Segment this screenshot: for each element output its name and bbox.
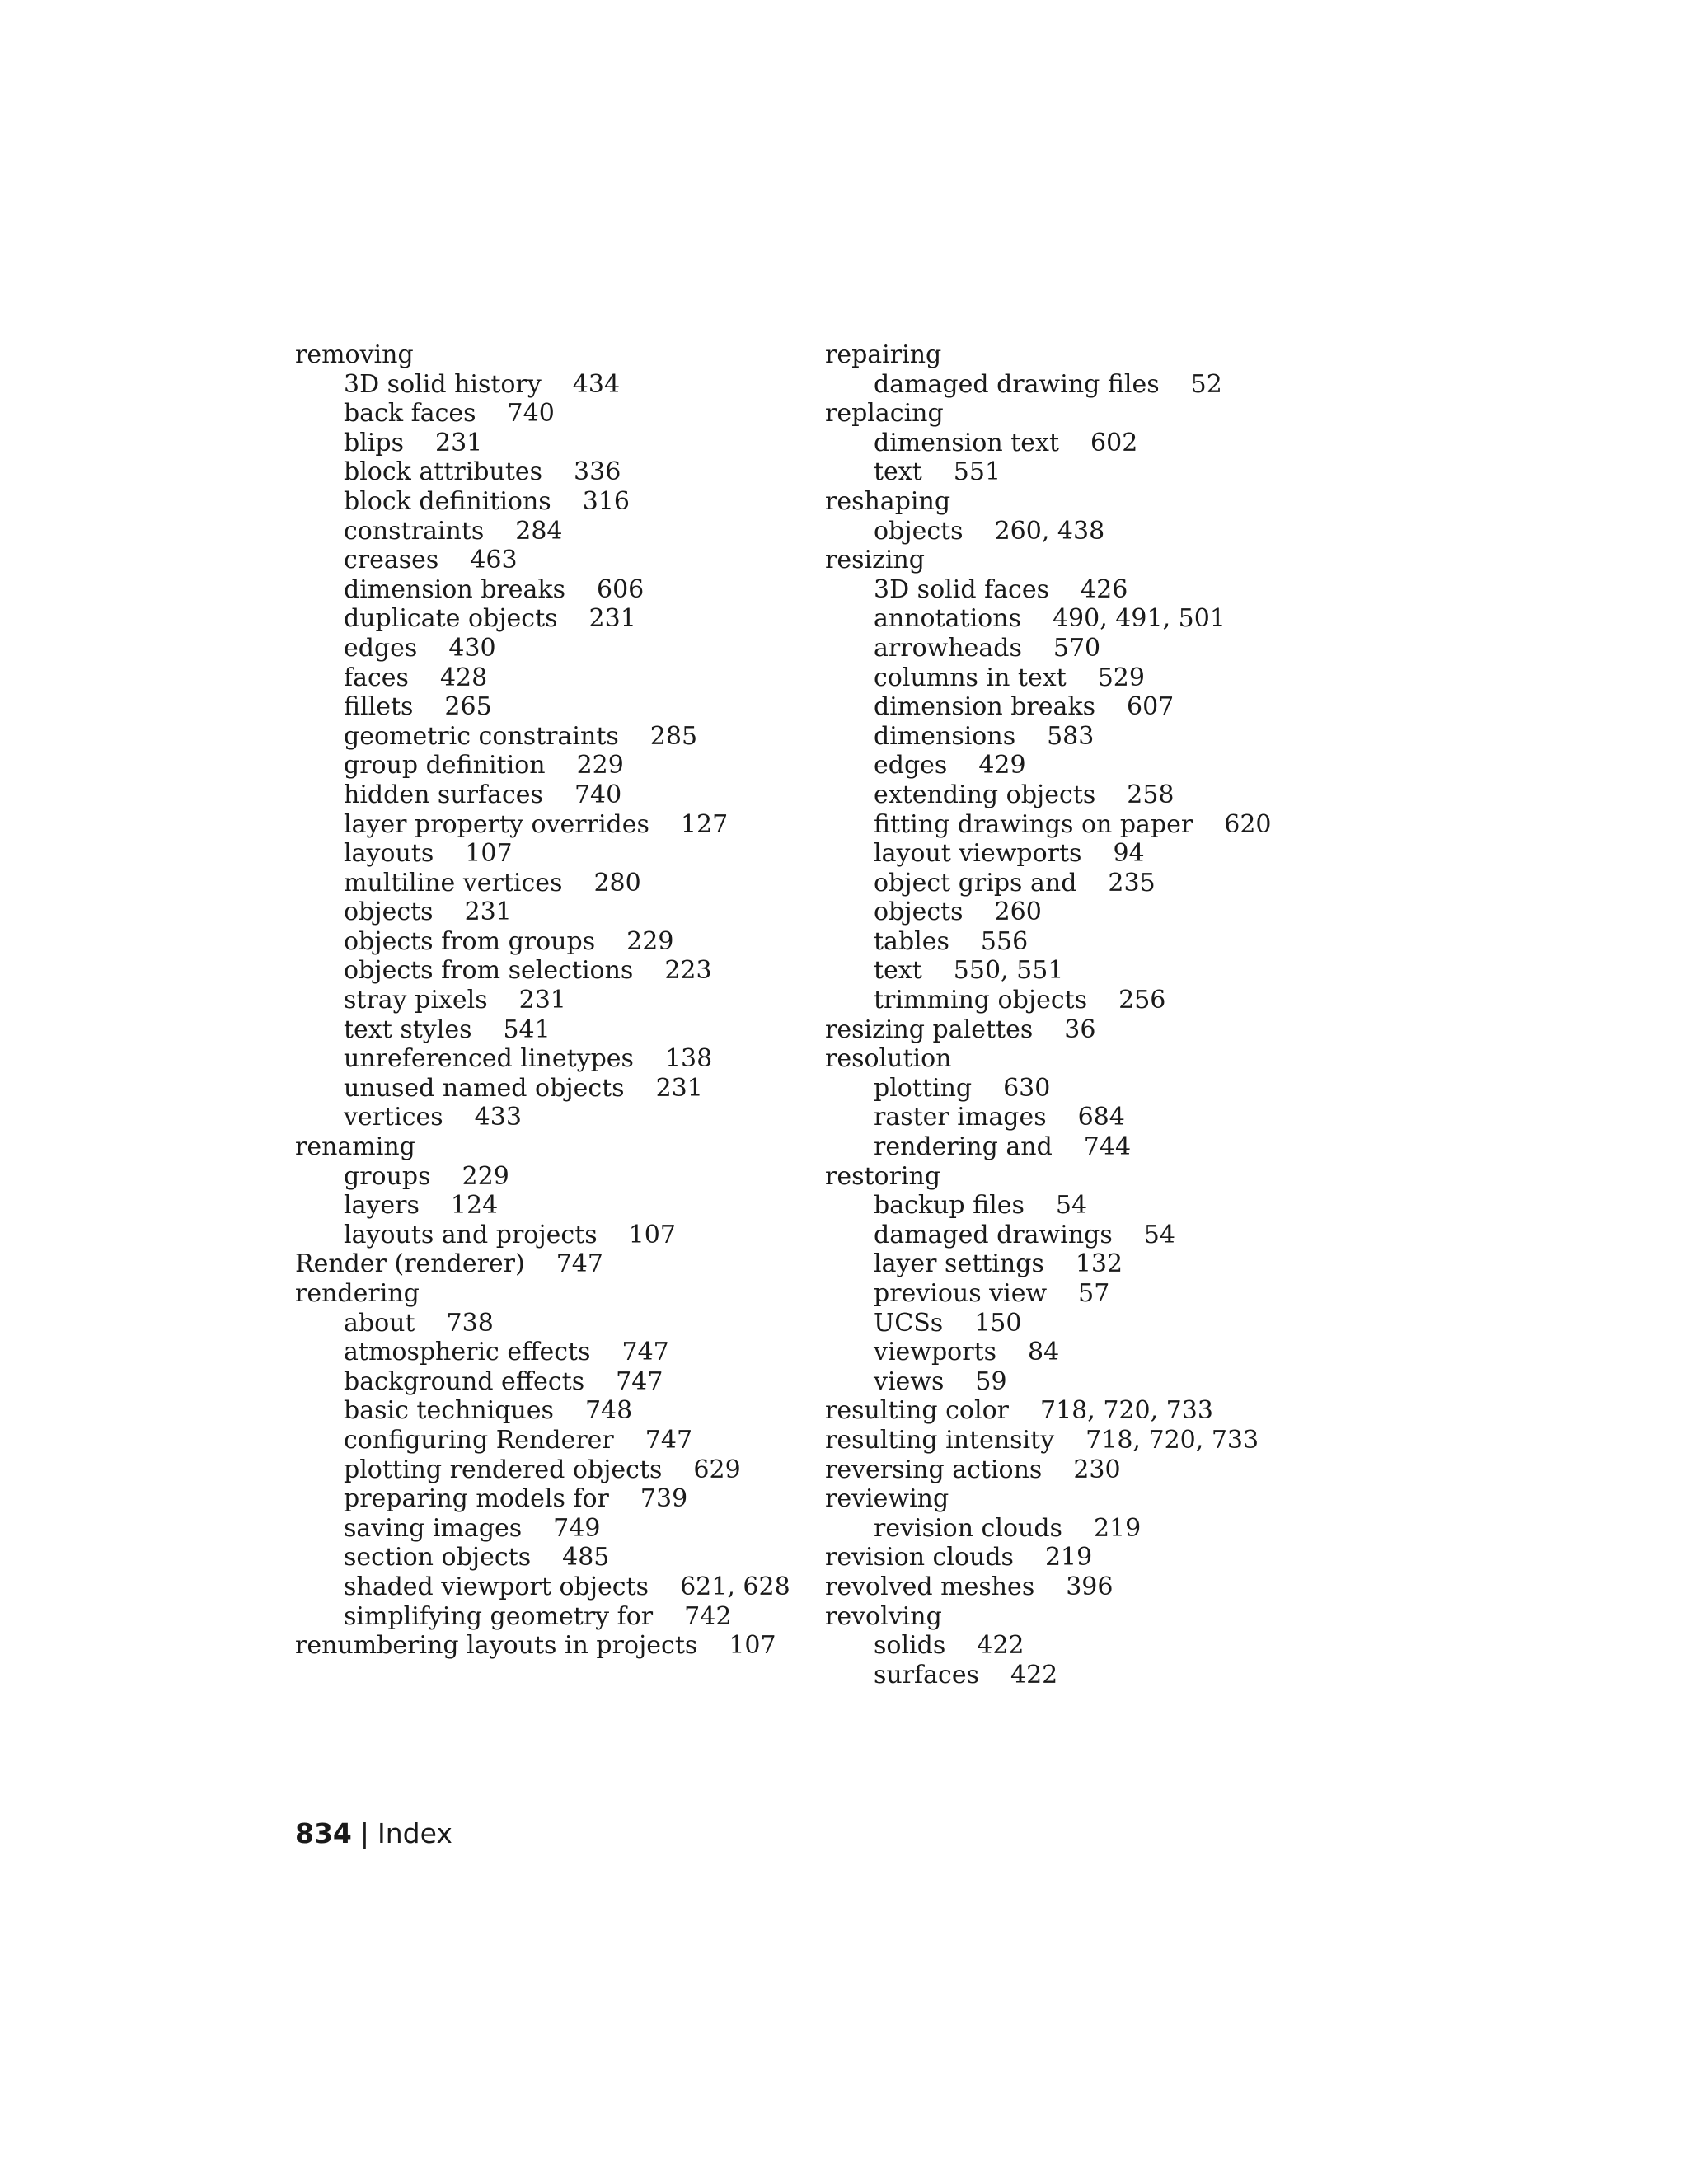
index-term: vertices	[344, 1103, 443, 1132]
index-page-refs: 285	[649, 721, 698, 751]
index-term: objects	[344, 898, 434, 927]
index-term: raster images	[874, 1103, 1047, 1132]
index-term: revolving	[825, 1601, 942, 1631]
index-subentry	[825, 1367, 1272, 1397]
index-page-refs: 396	[1066, 1572, 1114, 1601]
index-term: fillets	[344, 692, 414, 722]
index-subentry	[825, 927, 1272, 957]
index-page-refs: 742	[684, 1601, 732, 1631]
index-subentry	[295, 399, 790, 429]
index-page-refs: 316	[582, 486, 630, 516]
index-term: block attributes	[344, 457, 543, 487]
index-subentry	[295, 839, 790, 869]
index-page-refs: 738	[446, 1308, 494, 1338]
index-subentry	[825, 751, 1272, 780]
index-page-refs: 630	[1003, 1073, 1051, 1103]
index-page-refs: 36	[1064, 1015, 1096, 1044]
index-page-refs: 620	[1224, 809, 1272, 839]
index-term: unreferenced linetypes	[344, 1044, 634, 1074]
index-entry	[825, 487, 1272, 517]
index-term: solids	[874, 1631, 946, 1661]
index-term: dimension breaks	[344, 574, 565, 604]
index-page-refs: 684	[1077, 1103, 1125, 1132]
index-column-right	[825, 340, 1272, 1690]
index-entry	[825, 399, 1272, 429]
index-term: damaged drawing files	[874, 369, 1160, 399]
index-page-refs: 235	[1108, 868, 1156, 898]
index-term: basic techniques	[344, 1396, 554, 1426]
index-term: text	[874, 457, 922, 487]
page-number: 834	[295, 1817, 352, 1849]
index-term: revolved meshes	[825, 1572, 1035, 1601]
index-term: surfaces	[874, 1660, 979, 1690]
index-page-refs: 260	[994, 898, 1042, 927]
index-subentry	[295, 663, 790, 693]
index-subentry	[825, 692, 1272, 722]
index-subentry	[295, 898, 790, 927]
index-term: objects from selections	[344, 956, 634, 986]
index-term: stray pixels	[344, 986, 488, 1015]
index-page-refs: 229	[626, 926, 674, 956]
index-term: atmospheric effects	[344, 1338, 591, 1367]
index-page-refs: 127	[680, 809, 729, 839]
index-subentry	[825, 1191, 1272, 1221]
index-term: saving images	[344, 1513, 523, 1543]
index-term: UCSs	[874, 1308, 944, 1338]
index-term: configuring Renderer	[344, 1425, 614, 1455]
index-entry	[825, 340, 1272, 370]
index-page-refs: 433	[474, 1103, 522, 1132]
index-page-refs: 132	[1075, 1249, 1123, 1279]
index-entry	[825, 1543, 1272, 1572]
index-term: section objects	[344, 1543, 532, 1572]
index-page-refs: 231	[588, 604, 636, 634]
index-subentry	[295, 634, 790, 663]
index-term: text styles	[344, 1015, 472, 1044]
index-subentry	[825, 898, 1272, 927]
index-page-refs: 744	[1083, 1132, 1132, 1162]
footer-section-title: Index	[377, 1817, 452, 1849]
index-page-refs: 430	[448, 633, 496, 663]
index-page-refs: 231	[435, 428, 483, 457]
index-term: back faces	[344, 399, 476, 429]
index-subentry	[295, 1514, 790, 1544]
index-term: annotations	[874, 604, 1021, 634]
index-page-refs: 284	[515, 516, 563, 546]
index-page-refs: 223	[664, 956, 712, 986]
index-column-left	[295, 340, 790, 1661]
index-term: damaged drawings	[874, 1220, 1113, 1249]
index-subentry	[825, 457, 1272, 487]
index-subentry	[295, 1484, 790, 1514]
index-page-refs: 739	[640, 1484, 688, 1514]
index-entry	[825, 546, 1272, 575]
index-subentry	[825, 1132, 1272, 1162]
index-subentry	[825, 956, 1272, 986]
index-term: layouts and projects	[344, 1220, 598, 1249]
index-subentry	[295, 1367, 790, 1397]
index-subentry	[825, 1631, 1272, 1661]
index-term: 3D solid history	[344, 369, 542, 399]
index-entry	[295, 1279, 790, 1309]
index-page-refs: 124	[450, 1191, 499, 1221]
index-term: Render (renderer)	[295, 1249, 525, 1279]
index-subentry	[295, 692, 790, 722]
index-subentry	[295, 1396, 790, 1426]
index-term: layers	[344, 1191, 420, 1221]
index-page-refs: 607	[1127, 692, 1175, 722]
index-term: block definitions	[344, 486, 551, 516]
index-page-refs: 229	[576, 751, 624, 780]
index-page-refs: 747	[621, 1338, 669, 1367]
index-term: duplicate objects	[344, 604, 558, 634]
index-subentry	[825, 986, 1272, 1015]
index-subentry	[825, 1309, 1272, 1338]
index-entry	[825, 1162, 1272, 1192]
index-subentry	[295, 1015, 790, 1045]
index-term: objects	[874, 516, 964, 546]
index-page-refs: 54	[1143, 1220, 1175, 1249]
index-page-refs: 606	[597, 574, 645, 604]
index-term: layer settings	[874, 1249, 1044, 1279]
index-subentry	[825, 810, 1272, 840]
index-page-refs: 336	[574, 457, 621, 487]
index-entry	[825, 1426, 1272, 1455]
index-subentry	[825, 780, 1272, 810]
index-term: about	[344, 1308, 415, 1338]
index-subentry	[295, 604, 790, 634]
index-subentry	[295, 1221, 790, 1250]
index-page-refs: 541	[503, 1015, 551, 1044]
index-page-refs: 229	[462, 1161, 509, 1191]
index-term: dimension breaks	[874, 692, 1095, 722]
index-page-refs: 740	[507, 399, 555, 429]
index-page-refs: 265	[444, 692, 492, 722]
index-subentry	[825, 1249, 1272, 1279]
index-subentry	[295, 546, 790, 575]
index-page-refs: 219	[1093, 1513, 1142, 1543]
index-page-refs: 256	[1118, 986, 1166, 1015]
index-page-refs: 230	[1073, 1455, 1121, 1484]
index-subentry	[825, 604, 1272, 634]
index-page-refs: 260, 438	[994, 516, 1105, 546]
index-subentry	[295, 1338, 790, 1367]
index-page-refs: 629	[693, 1455, 741, 1484]
index-page-refs: 718, 720, 733	[1039, 1396, 1213, 1426]
index-term: multiline vertices	[344, 868, 563, 898]
index-term: 3D solid faces	[874, 574, 1050, 604]
index-term: objects from groups	[344, 926, 596, 956]
index-page-refs: 747	[645, 1425, 693, 1455]
index-term: constraints	[344, 516, 485, 546]
index-page-refs: 219	[1044, 1543, 1093, 1572]
index-page-refs: 107	[628, 1220, 676, 1249]
index-page-refs: 621, 628	[680, 1572, 790, 1601]
index-page-refs: 550, 551	[953, 956, 1064, 986]
index-page-refs: 747	[616, 1366, 663, 1396]
index-page-refs: 59	[975, 1366, 1007, 1396]
index-term: groups	[344, 1161, 431, 1191]
index-term: resizing	[825, 546, 926, 575]
index-term: preparing models for	[344, 1484, 609, 1514]
index-subentry	[825, 722, 1272, 752]
index-subentry	[825, 370, 1272, 400]
index-term: resizing palettes	[825, 1015, 1034, 1044]
index-subentry	[825, 575, 1272, 605]
index-entry	[295, 1631, 790, 1661]
index-subentry	[825, 634, 1272, 663]
index-entry	[825, 1602, 1272, 1632]
index-page-refs: 556	[980, 926, 1029, 956]
index-subentry	[295, 1162, 790, 1192]
index-page-refs: 602	[1090, 428, 1138, 457]
index-page-refs: 426	[1081, 574, 1128, 604]
index-subentry	[295, 429, 790, 458]
index-page-refs: 258	[1127, 780, 1175, 809]
index-term: rendering	[295, 1279, 420, 1308]
index-entry	[825, 1015, 1272, 1045]
index-term: repairing	[825, 340, 942, 369]
index-term: resulting intensity	[825, 1425, 1055, 1455]
index-term: group definition	[344, 751, 546, 780]
index-term: revision clouds	[874, 1513, 1062, 1543]
index-page-refs: 434	[572, 369, 621, 399]
index-term: reviewing	[825, 1484, 950, 1514]
index-page-refs: 150	[974, 1308, 1022, 1338]
index-entry	[825, 1484, 1272, 1514]
index-term: backup files	[874, 1191, 1025, 1221]
index-subentry	[825, 429, 1272, 458]
index-term: replacing	[825, 399, 944, 429]
index-term: creases	[344, 546, 439, 575]
index-entry	[295, 1132, 790, 1162]
index-entry	[825, 1572, 1272, 1602]
index-subentry	[825, 839, 1272, 869]
index-page-refs: 231	[464, 898, 512, 927]
index-term: text	[874, 956, 922, 986]
index-term: renumbering layouts in projects	[295, 1631, 698, 1661]
index-subentry	[295, 810, 790, 840]
index-subentry	[825, 1661, 1272, 1690]
index-page-refs: 280	[593, 868, 641, 898]
index-page-refs: 107	[465, 839, 513, 869]
index-subentry	[295, 1543, 790, 1572]
index-page-refs: 84	[1028, 1338, 1060, 1367]
index-page-refs: 570	[1053, 633, 1101, 663]
index-page-refs: 52	[1190, 369, 1222, 399]
index-subentry	[295, 457, 790, 487]
index-page-refs: 428	[439, 663, 488, 692]
index-term: trimming objects	[874, 986, 1088, 1015]
index-term: views	[874, 1366, 945, 1396]
index-subentry	[295, 722, 790, 752]
index-term: background effects	[344, 1366, 585, 1396]
index-term: plotting	[874, 1073, 973, 1103]
index-subentry	[295, 780, 790, 810]
index-page-refs: 529	[1097, 663, 1145, 692]
index-subentry	[295, 1426, 790, 1455]
index-term: blips	[344, 428, 404, 457]
index-subentry	[295, 1602, 790, 1632]
index-term: dimension text	[874, 428, 1060, 457]
index-page-refs: 747	[556, 1249, 603, 1279]
index-term: edges	[874, 751, 948, 780]
index-page-refs: 107	[729, 1631, 776, 1661]
index-page-refs: 231	[655, 1073, 703, 1103]
page-footer	[295, 1817, 452, 1850]
index-entry	[825, 1044, 1272, 1074]
index-term: simplifying geometry for	[344, 1601, 654, 1631]
index-page-refs: 57	[1078, 1279, 1110, 1308]
index-subentry	[295, 927, 790, 957]
index-term: rendering and	[874, 1132, 1053, 1162]
index-term: unused named objects	[344, 1073, 625, 1103]
index-page-refs: 422	[1010, 1660, 1058, 1690]
index-subentry	[295, 1191, 790, 1221]
index-page-refs: 54	[1055, 1191, 1088, 1221]
index-term: plotting rendered objects	[344, 1455, 663, 1484]
index-term: layout viewports	[874, 839, 1082, 869]
index-page-refs: 748	[584, 1396, 633, 1426]
index-subentry	[295, 986, 790, 1015]
index-page-refs: 740	[574, 780, 622, 809]
index-subentry	[295, 956, 790, 986]
index-subentry	[825, 517, 1272, 546]
index-subentry	[295, 751, 790, 780]
index-term: extending objects	[874, 780, 1096, 809]
index-subentry	[295, 1103, 790, 1132]
index-term: columns in text	[874, 663, 1067, 692]
index-subentry	[295, 575, 790, 605]
index-page-refs: 429	[978, 751, 1026, 780]
index-subentry	[825, 1514, 1272, 1544]
index-page-refs: 138	[664, 1044, 713, 1074]
index-term: dimensions	[874, 721, 1016, 751]
index-term: removing	[295, 340, 414, 369]
index-term: object grips and	[874, 868, 1077, 898]
index-page-refs: 551	[953, 457, 1001, 487]
index-entry	[825, 1396, 1272, 1426]
index-page-refs: 718, 720, 733	[1085, 1425, 1259, 1455]
index-term: renaming	[295, 1132, 415, 1162]
index-subentry	[825, 869, 1272, 898]
index-term: faces	[344, 663, 409, 692]
index-subentry	[825, 1338, 1272, 1367]
index-term: revision clouds	[825, 1543, 1014, 1572]
index-subentry	[295, 1455, 790, 1485]
index-subentry	[825, 1074, 1272, 1104]
index-term: viewports	[874, 1338, 997, 1367]
index-page-refs: 94	[1113, 839, 1145, 869]
index-subentry	[295, 1572, 790, 1602]
index-term: fitting drawings on paper	[874, 809, 1193, 839]
index-subentry	[825, 663, 1272, 693]
index-subentry	[825, 1103, 1272, 1132]
index-entry	[825, 1455, 1272, 1485]
index-page-refs: 231	[518, 986, 566, 1015]
index-subentry	[295, 517, 790, 546]
index-term: edges	[344, 633, 418, 663]
index-subentry	[295, 370, 790, 400]
index-term: reshaping	[825, 486, 951, 516]
index-term: layer property overrides	[344, 809, 649, 839]
index-term: tables	[874, 926, 950, 956]
index-term: restoring	[825, 1161, 941, 1191]
index-term: objects	[874, 898, 964, 927]
footer-separator: |	[359, 1817, 370, 1849]
index-page-refs: 490, 491, 501	[1052, 604, 1226, 634]
index-subentry	[295, 1074, 790, 1104]
index-term: reversing actions	[825, 1455, 1043, 1484]
index-page-refs: 749	[553, 1513, 601, 1543]
index-term: geometric constraints	[344, 721, 619, 751]
index-term: previous view	[874, 1279, 1048, 1308]
index-subentry	[295, 487, 790, 517]
index-entry	[295, 1249, 790, 1279]
index-subentry	[825, 1279, 1272, 1309]
index-term: hidden surfaces	[344, 780, 543, 809]
index-term: layouts	[344, 839, 434, 869]
index-page-refs: 583	[1047, 721, 1095, 751]
index-term: resulting color	[825, 1396, 1009, 1426]
index-page-refs: 485	[562, 1543, 610, 1572]
index-subentry	[295, 869, 790, 898]
index-subentry	[295, 1309, 790, 1338]
index-subentry	[825, 1221, 1272, 1250]
index-subentry	[295, 1044, 790, 1074]
index-entry	[295, 340, 790, 370]
index-term: arrowheads	[874, 633, 1022, 663]
index-page-refs: 463	[470, 546, 518, 575]
index-page-refs: 422	[977, 1631, 1025, 1661]
index-term: resolution	[825, 1044, 952, 1074]
index-term: shaded viewport objects	[344, 1572, 649, 1601]
